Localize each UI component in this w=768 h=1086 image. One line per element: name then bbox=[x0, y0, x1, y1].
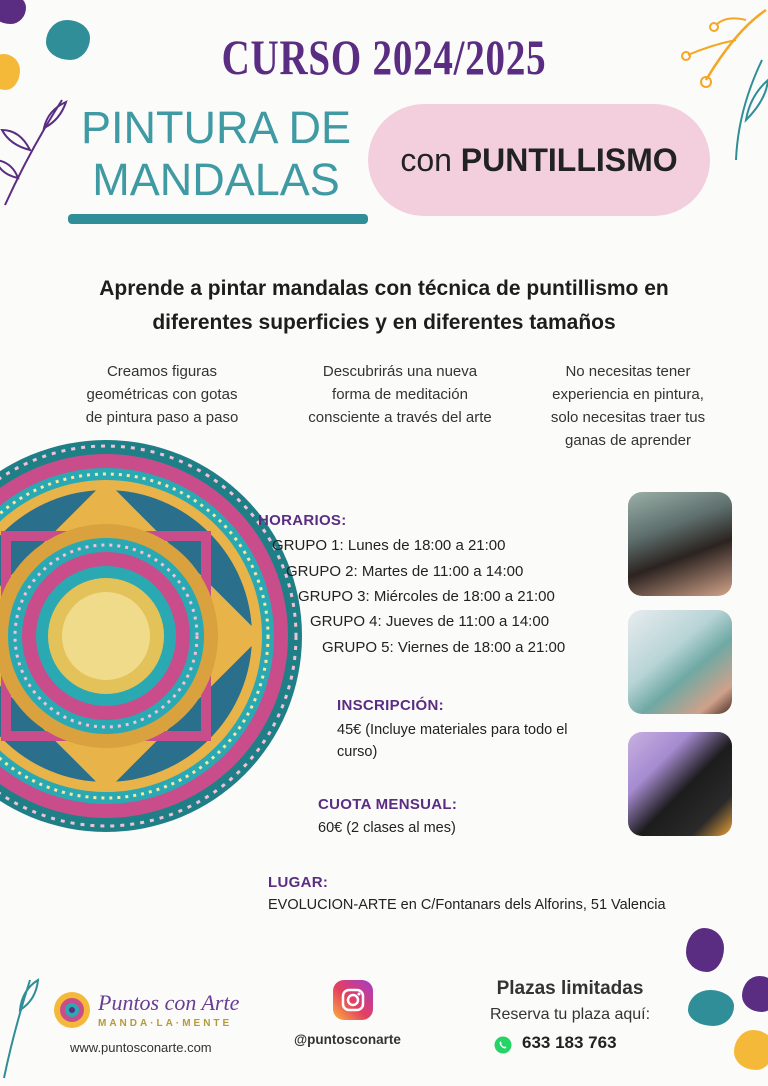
schedule-group-5: GRUPO 5: Viernes de 18:00 a 21:00 bbox=[322, 639, 566, 656]
phone-number[interactable]: 633 183 763 bbox=[522, 1033, 617, 1052]
horarios-heading: HORARIOS: bbox=[258, 512, 347, 529]
cuota-value: 60€ (2 clases al mes) bbox=[318, 820, 456, 836]
title-line-1: PINTURA DE bbox=[80, 102, 352, 153]
decor-blob bbox=[742, 976, 768, 1012]
feature-1 bbox=[52, 360, 272, 429]
whatsapp-icon[interactable] bbox=[494, 1036, 512, 1054]
brand-name: Puntos con Arte bbox=[98, 990, 240, 1015]
lugar-heading: LUGAR: bbox=[268, 874, 329, 891]
workshop-photo-1 bbox=[628, 492, 732, 596]
feature-line: No necesitas tener bbox=[565, 363, 691, 380]
decor-blob bbox=[688, 990, 734, 1026]
reserva-text: Reserva tu plaza aquí: bbox=[489, 1006, 651, 1023]
inscripcion-text bbox=[337, 719, 568, 763]
feature-line: forma de meditación bbox=[332, 386, 468, 403]
tagline bbox=[60, 272, 708, 340]
workshop-photo-3 bbox=[628, 732, 732, 836]
cuota-heading: CUOTA MENSUAL: bbox=[318, 796, 458, 813]
feature-3 bbox=[518, 360, 738, 452]
pill-prefix: con bbox=[400, 142, 452, 178]
inscripcion-line-2: curso) bbox=[337, 744, 378, 760]
decor-blob bbox=[0, 54, 20, 90]
schedule-group-2: GRUPO 2: Martes de 11:00 a 14:00 bbox=[286, 563, 524, 580]
title-underline bbox=[68, 214, 368, 224]
decor-blob bbox=[686, 928, 724, 972]
inscripcion-line-1: 45€ (Incluye materiales para todo el bbox=[337, 722, 568, 738]
decor-blob bbox=[0, 0, 26, 24]
feature-2 bbox=[290, 360, 510, 429]
brand-subtitle: MANDA·LA·MENTE bbox=[98, 1018, 233, 1029]
feature-line: experiencia en pintura, bbox=[552, 386, 704, 403]
mandala-image bbox=[0, 440, 302, 832]
feature-line: geométricas con gotas bbox=[86, 386, 238, 403]
leaf-decoration-left bbox=[0, 90, 70, 210]
tagline-line-1: Aprende a pintar mandalas con técnica de puntillismo en bbox=[99, 277, 669, 300]
workshop-photo-2 bbox=[628, 610, 732, 714]
plazas-limitadas: Plazas limitadas bbox=[496, 978, 644, 999]
website-link[interactable]: www.puntosconarte.com bbox=[70, 1040, 212, 1055]
pill-text bbox=[368, 142, 710, 179]
inscripcion-heading: INSCRIPCIÓN: bbox=[337, 697, 444, 714]
instagram-handle[interactable]: @puntosconarte bbox=[294, 1032, 401, 1047]
title-line-2: MANDALAS bbox=[92, 154, 340, 205]
schedule-group-4: GRUPO 4: Jueves de 11:00 a 14:00 bbox=[310, 613, 550, 630]
decor-blob bbox=[46, 20, 90, 60]
instagram-icon[interactable] bbox=[333, 980, 373, 1020]
feature-line: ganas de aprender bbox=[565, 432, 691, 449]
tagline-line-2: diferentes superficies y en diferentes tamaños bbox=[152, 311, 616, 334]
leaf-decoration-bottom-left bbox=[0, 970, 40, 1080]
schedule-group-3: GRUPO 3: Miércoles de 18:00 a 21:00 bbox=[298, 588, 555, 605]
feature-line: de pintura paso a paso bbox=[85, 409, 239, 426]
lugar-value: EVOLUCION-ARTE en C/Fontanars dels Alforins, 51 Valencia bbox=[268, 897, 666, 913]
feature-line: Descubrirás una nueva bbox=[322, 363, 478, 380]
brand-logo-icon bbox=[52, 990, 92, 1030]
feature-line: consciente a través del arte bbox=[308, 409, 492, 426]
decor-blob bbox=[734, 1030, 768, 1070]
feature-line: Creamos figuras bbox=[106, 363, 218, 380]
schedule-group-1: GRUPO 1: Lunes de 18:00 a 21:00 bbox=[272, 537, 506, 554]
feature-line: solo necesitas traer tus bbox=[550, 409, 706, 426]
main-title bbox=[66, 102, 366, 206]
course-title: CURSO 2024/2025 bbox=[221, 29, 547, 85]
pill-bold: PUNTILLISMO bbox=[460, 142, 678, 178]
